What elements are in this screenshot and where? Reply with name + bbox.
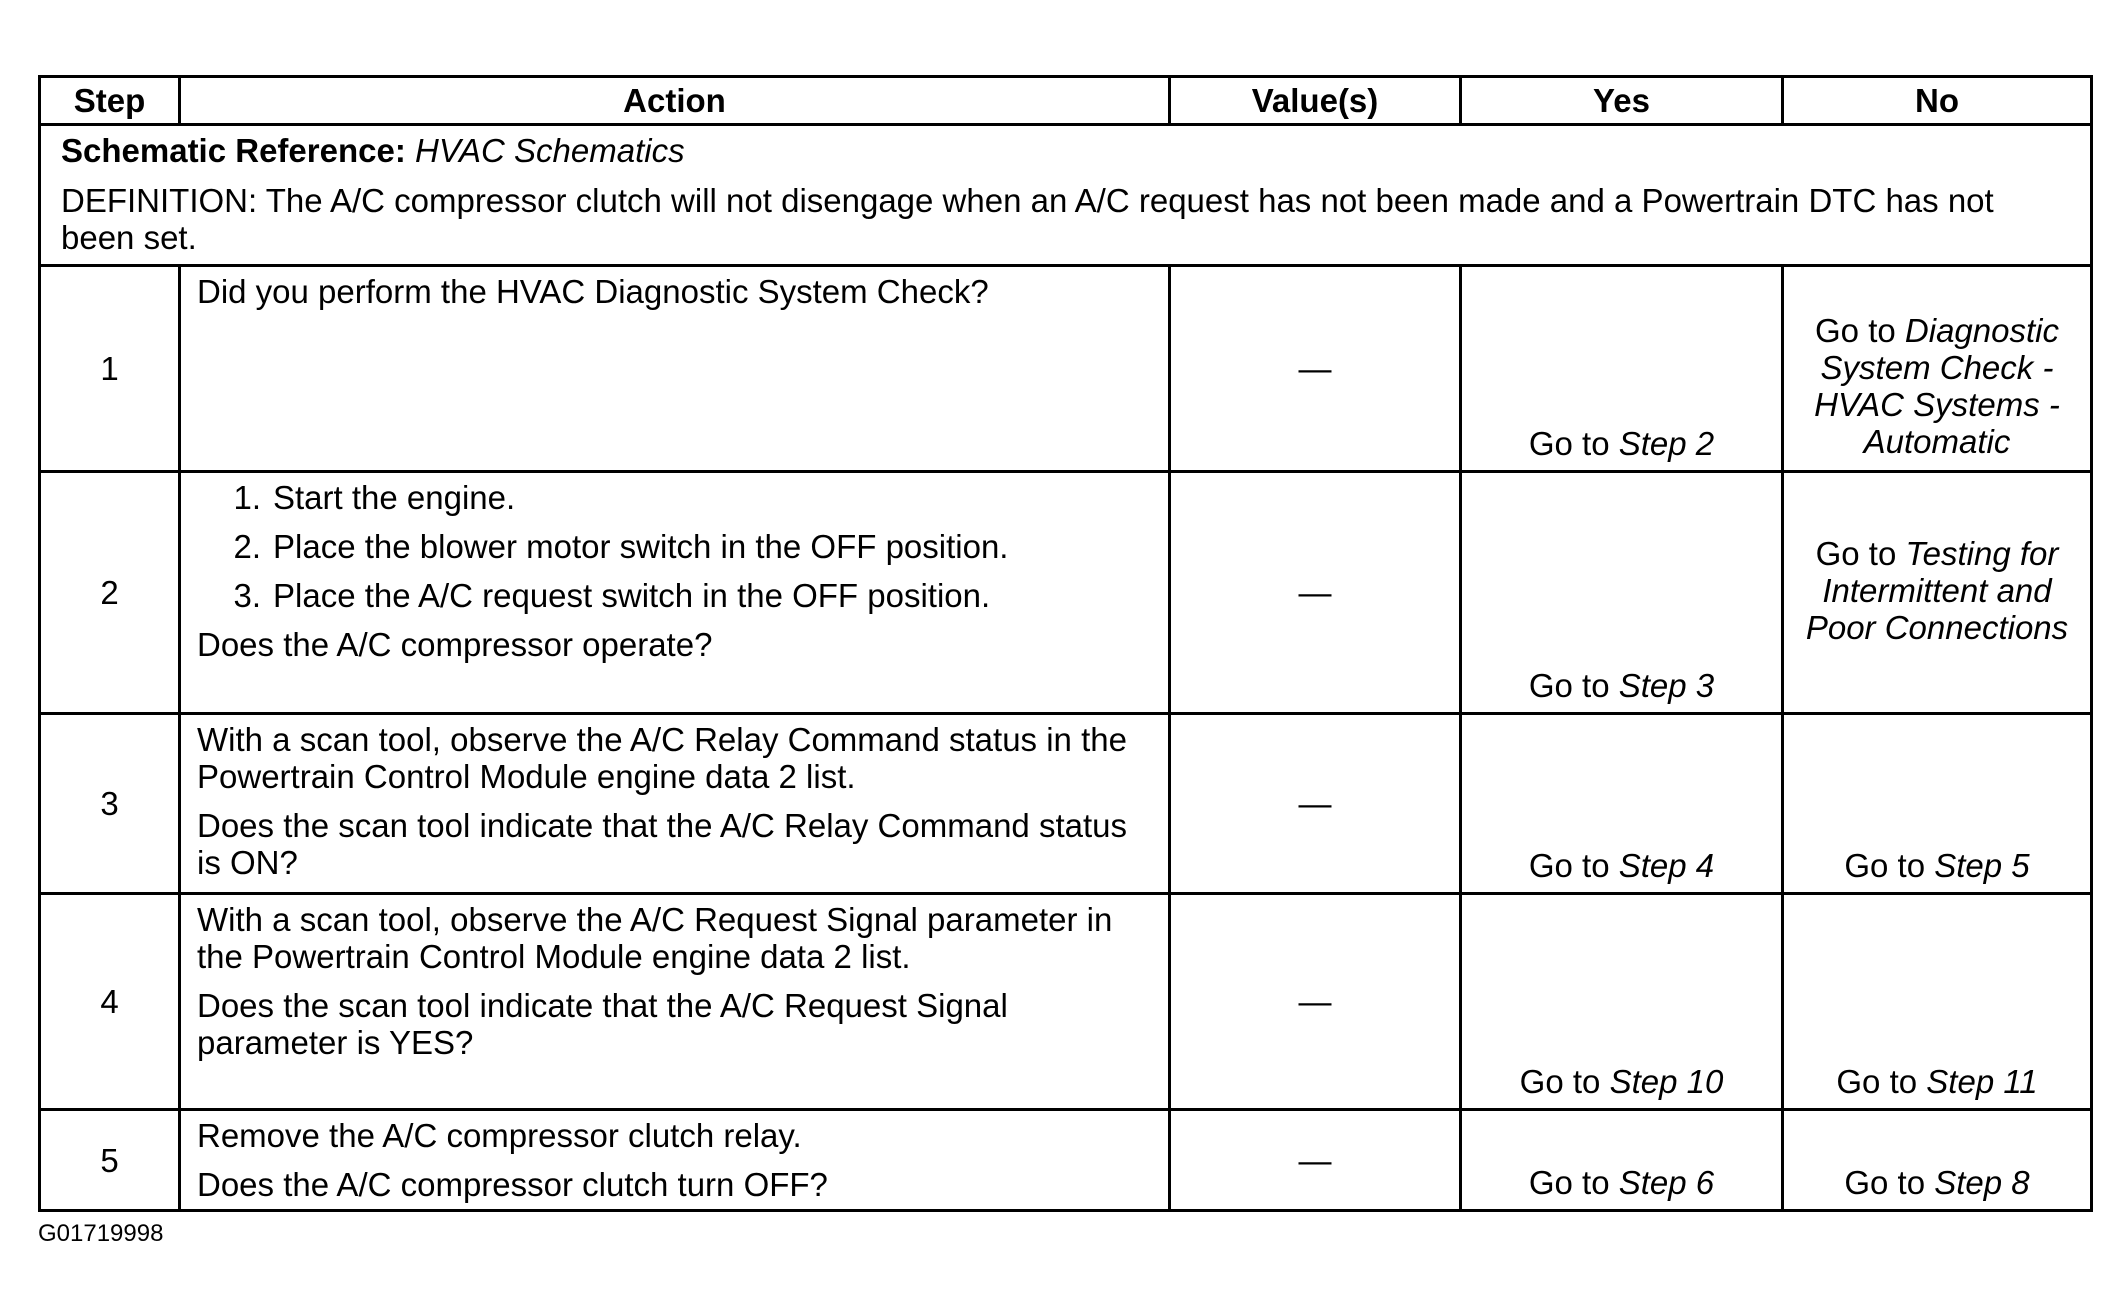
action-question: Does the scan tool indicate that the A/C Request Signal parameter is YES? <box>197 987 1008 1061</box>
yes-prefix: Go to <box>1528 847 1610 884</box>
no-prefix: Go to <box>1844 847 1926 884</box>
step-number: 5 <box>40 1110 180 1211</box>
value-cell: — <box>1170 894 1461 1110</box>
step-number: 4 <box>40 894 180 1110</box>
list-item: 3. Place the A/C request switch in the OFF position. <box>233 577 991 614</box>
table-row <box>40 1110 2092 1211</box>
header-action: Action <box>180 77 1170 125</box>
yes-prefix: Go to <box>1519 1063 1601 1100</box>
action-paragraph: With a scan tool, observe the A/C Relay Command status in the Powertrain Control Module engine data 2 list. <box>197 721 1127 795</box>
figure-id: G01719998 <box>38 1220 164 1247</box>
table-row <box>40 894 2092 1110</box>
list-item: 2. Place the blower motor switch in the OFF position. <box>233 528 1009 565</box>
yes-step-link[interactable]: Step 2 <box>1618 425 1715 462</box>
table-row <box>40 714 2092 894</box>
no-cell <box>1783 894 2092 1110</box>
yes-prefix: Go to <box>1528 667 1610 704</box>
no-cell <box>1783 266 2092 472</box>
header-row <box>40 77 2092 125</box>
schematic-reference <box>61 132 2070 169</box>
action-cell <box>180 894 1170 1110</box>
yes-cell <box>1461 1110 1783 1211</box>
no-step-link[interactable]: Step 8 <box>1934 1164 2030 1201</box>
reference-cell <box>40 125 2092 266</box>
action-paragraph: Remove the A/C compressor clutch relay. <box>197 1117 802 1154</box>
header-no: No <box>1783 77 2092 125</box>
action-list <box>197 479 1154 614</box>
yes-cell <box>1461 714 1783 894</box>
no-procedure-link[interactable]: Diagnostic System Check - HVAC Systems - Automatic <box>1814 312 2060 460</box>
step-number: 1 <box>40 266 180 472</box>
value-cell: — <box>1170 472 1461 714</box>
action-paragraph: With a scan tool, observe the A/C Request Signal parameter in the Powertrain Control Module engine data 2 list. <box>197 901 1113 975</box>
yes-step-link[interactable]: Step 10 <box>1609 1063 1724 1100</box>
action-cell <box>180 472 1170 714</box>
table-row <box>40 266 2092 472</box>
header-values: Value(s) <box>1170 77 1461 125</box>
action-cell <box>180 1110 1170 1211</box>
list-item: 1. Start the engine. <box>233 479 516 516</box>
value-cell: — <box>1170 714 1461 894</box>
no-prefix: Go to <box>1815 535 1897 572</box>
action-cell <box>180 266 1170 472</box>
yes-cell <box>1461 266 1783 472</box>
value-cell: — <box>1170 266 1461 472</box>
schematic-link[interactable]: HVAC Schematics <box>415 132 685 169</box>
value-cell: — <box>1170 1110 1461 1211</box>
yes-prefix: Go to <box>1528 1164 1610 1201</box>
no-step-link[interactable]: Step 5 <box>1934 847 2030 884</box>
header-yes: Yes <box>1461 77 1783 125</box>
no-prefix: Go to <box>1836 1063 1918 1100</box>
action-question: Does the A/C compressor clutch turn OFF? <box>197 1166 828 1203</box>
yes-step-link[interactable]: Step 4 <box>1618 847 1715 884</box>
action-cell <box>180 714 1170 894</box>
no-cell <box>1783 1110 2092 1211</box>
yes-step-link[interactable]: Step 3 <box>1618 667 1715 704</box>
no-step-link[interactable]: Step 11 <box>1926 1063 2038 1100</box>
yes-step-link[interactable]: Step 6 <box>1618 1164 1715 1201</box>
no-procedure-link[interactable]: Testing for Intermittent and Poor Connections <box>1805 535 2069 646</box>
yes-prefix: Go to <box>1528 425 1610 462</box>
yes-cell <box>1461 894 1783 1110</box>
schematic-label: Schematic Reference: <box>61 132 406 169</box>
header-step: Step <box>40 77 180 125</box>
no-cell <box>1783 472 2092 714</box>
step-number: 3 <box>40 714 180 894</box>
action-question: Does the A/C compressor operate? <box>197 626 713 663</box>
action-question: Does the scan tool indicate that the A/C Relay Command status is ON? <box>197 807 1127 881</box>
table-row <box>40 472 2092 714</box>
step-number: 2 <box>40 472 180 714</box>
yes-cell <box>1461 472 1783 714</box>
no-prefix: Go to <box>1815 312 1896 349</box>
diagnostic-table <box>38 75 2093 1212</box>
reference-row <box>40 125 2092 266</box>
no-prefix: Go to <box>1844 1164 1926 1201</box>
definition-text: DEFINITION: The A/C compressor clutch will not disengage when an A/C request has not been made and a Powertrain DTC has not been set. <box>61 182 1994 256</box>
no-cell <box>1783 714 2092 894</box>
action-paragraph: Did you perform the HVAC Diagnostic System Check? <box>197 273 989 310</box>
